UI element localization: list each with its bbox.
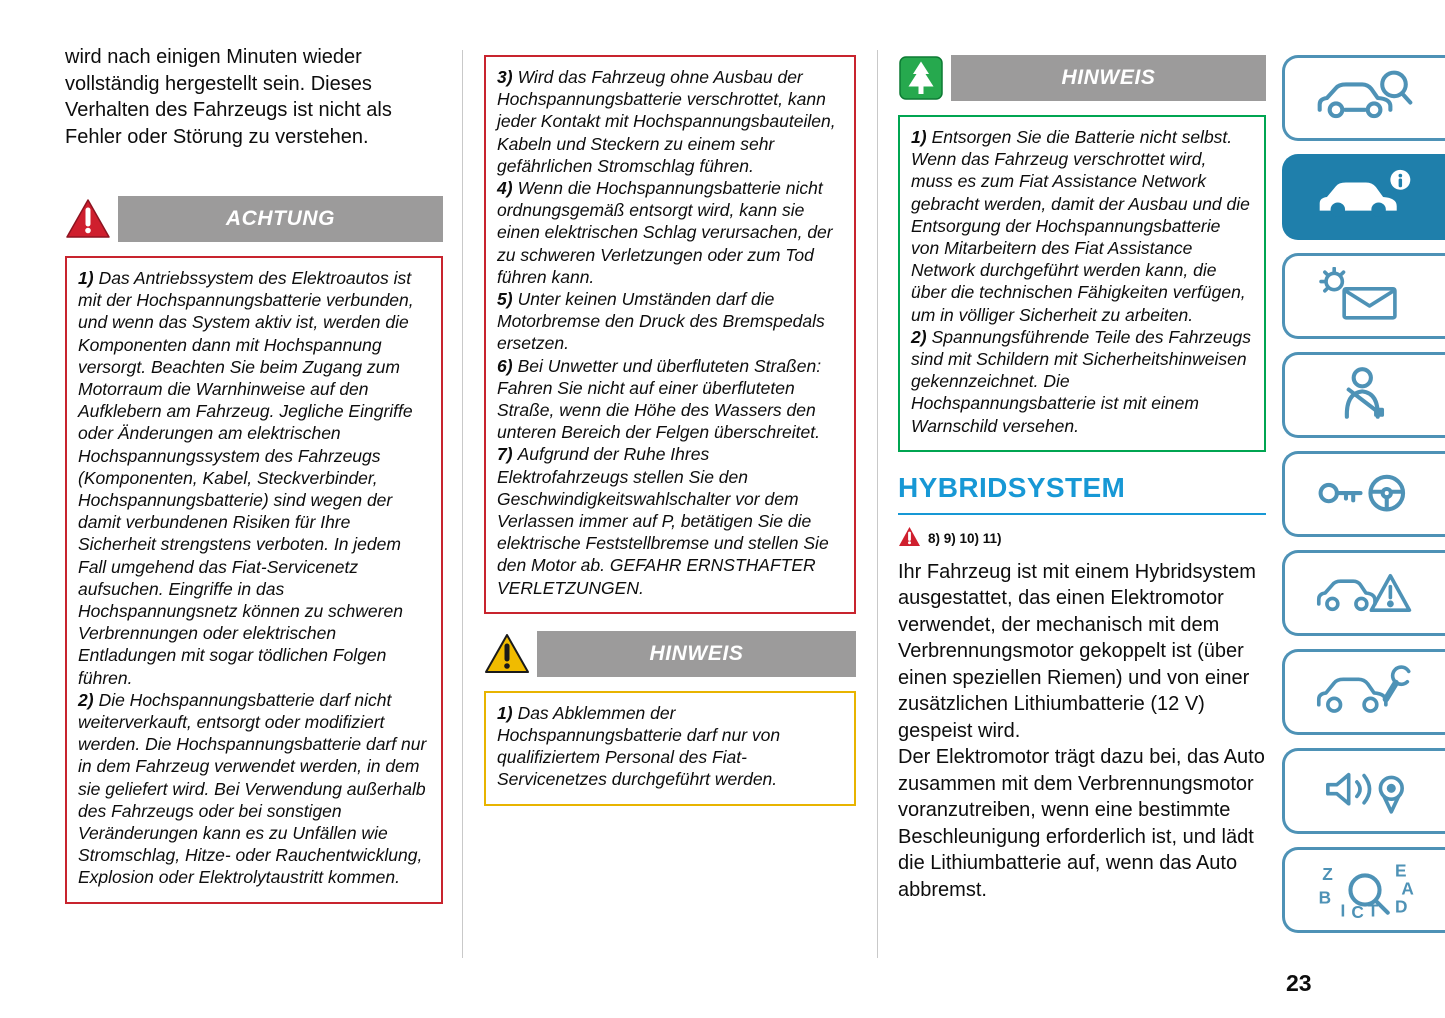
column-middle xyxy=(484,44,856,806)
letter-glyph: I xyxy=(1340,900,1346,920)
note-text: Aufgrund der Ruhe Ihres Elektrofahrzeugs stellen Sie den Geschwindigkeitswahlschalter vor dem Verlassen immer auf P, betätigen Sie die elektrische Feststellbremse und stellen Sie den Motor ab. GEFAHR ERNSTHAFTER VERLETZUNGEN. xyxy=(497,444,829,598)
note-item xyxy=(497,702,843,791)
page-number: 23 xyxy=(1286,970,1312,996)
achtung-title-bar xyxy=(118,196,443,242)
note-text: Die Hochspannungsbatterie darf nicht weiterverkauft, entsorgt oder modifiziert werden. Die Hochspannungsbatterie darf nur in dem Fahrzeug verwendet werden, in dem sie geliefert wird. Bei Verwendung außerhalb des Fahrzeugs oder bei sonstigen Veränderungen kann es zu Unfällen wie Stromschlag, Hitze- oder Rauchentwicklung, Explosion oder Elektrolytaustritt kommen. xyxy=(78,689,427,888)
note-number: 5) xyxy=(497,289,513,310)
environment-tree-icon xyxy=(898,55,944,101)
warning-triangle-icon xyxy=(65,196,111,242)
hinweis-environment-box xyxy=(898,115,1266,452)
letter-glyph: T xyxy=(1367,900,1379,920)
note-text: Bei Unwetter und überfluteten Straßen: Fahren Sie nicht auf einer überfluteten Straße, wenn die Höhe des Wassers den unteren Bereich der Felgen überschreitet. xyxy=(497,355,822,443)
hinweis-service-box xyxy=(484,691,856,806)
section-title-hybridsystem: HYBRIDSYSTEM xyxy=(898,472,1266,515)
tab-multimedia xyxy=(1282,748,1445,834)
note-text: Das Abklemmen der Hochspannungsbatterie darf nur von qualifiziertem Personal des Fiat-Servicenetzes durchgeführt werden. xyxy=(497,702,781,790)
letter-glyph: C xyxy=(1351,902,1364,920)
starting-driving-icon xyxy=(1315,465,1415,523)
hinweis-environment-title-bar xyxy=(951,55,1266,101)
hinweis-environment-title: HINWEIS xyxy=(1061,66,1156,89)
note-item xyxy=(911,126,1253,326)
tab-technical-data xyxy=(1282,847,1445,933)
warning-reference-numbers: 8) 9) 10) 11) xyxy=(928,531,1002,547)
note-text: Unter keinen Umständen darf die Motorbremse den Druck des Bremspedals ersetzen. xyxy=(497,289,825,354)
safety-seatbelt-icon xyxy=(1315,366,1415,424)
hybrid-paragraph: Der Elektromotor trägt dazu bei, das Auto zusammen mit dem Verbrennungsmotor voranzutreiben, wenn eine bestimmte Beschleunigung erforderlich ist, und lädt die Lithiumbatterie auf, wenn das Auto abbremst. xyxy=(898,746,1265,901)
column-right xyxy=(898,44,1266,903)
section-warning-refs xyxy=(898,526,1266,552)
hinweis-service-title-bar xyxy=(537,631,856,677)
letter-glyph: E xyxy=(1395,860,1407,881)
note-number: 6) xyxy=(497,355,513,376)
note-text: Entsorgen Sie die Batterie nicht selbst. Wenn das Fahrzeug verschrottet wird, muss es zum Fiat Assistance Network gebracht werden, damit der Ausbau und die Entsorgung der Hochspannungsbatterie von Mitarbeitern des Fiat Assistance Network durchgeführt werden kann, die über die technischen Fähigkeiten verfügen, um in völliger Sicherheit zu arbeiten. xyxy=(911,127,1250,325)
tab-safety xyxy=(1282,352,1445,438)
note-number: 1) xyxy=(497,702,513,723)
note-number: 2) xyxy=(911,326,927,347)
hybrid-paragraph: Ihr Fahrzeug ist mit einem Hybridsystem ausgestattet, das einen Elektromotor verwendet, der mechanisch mit dem Verbrennungsmotor gekoppelt ist (über einen speziellen Riemen) und von einer zusätzlichen Lithiumbatterie (12 V) gespeist wird. xyxy=(898,560,1256,742)
tab-starting-driving xyxy=(1282,451,1445,537)
note-item xyxy=(497,66,843,177)
emergency-icon xyxy=(1315,564,1415,622)
multimedia-icon xyxy=(1315,762,1415,820)
letter-glyph: A xyxy=(1401,878,1414,899)
column-divider xyxy=(877,50,878,958)
intro-paragraph: wird nach einigen Minuten wieder vollständig hergestellt sein. Dieses Verhalten des Fahrzeugs ist nicht als Fehler oder Störung zu verstehen. xyxy=(65,46,392,148)
note-text: Wird das Fahrzeug ohne Ausbau der Hochspannungsbatterie verschrottet, kann jeder Kontakt mit Hochspannungsbauteilen, Kabeln und Steckern zu einem sehr gefährlichen Stromschlag führen. xyxy=(497,67,836,176)
note-text: Wenn die Hochspannungsbatterie nicht ordnungsgemäß entsorgt wird, kann sie einen elektrischen Schlag verursachen, der zu schweren Verletzungen oder zum Tod führen kann. xyxy=(497,178,833,287)
letter-glyph: D xyxy=(1395,896,1408,917)
achtung-header xyxy=(65,196,443,242)
achtung-box xyxy=(65,256,443,904)
small-warning-triangle-icon xyxy=(898,526,921,552)
tab-service-maintenance xyxy=(1282,649,1445,735)
hinweis-environment-header xyxy=(898,55,1266,101)
note-item xyxy=(497,355,843,444)
note-number: 7) xyxy=(497,444,513,465)
note-text: Spannungsführende Teile des Fahrzeugs sind mit Schildern mit Sicherheitshinweisen gekennzeichnet. Die Hochspannungsbatterie ist mit einem Warnschild versehen. xyxy=(911,326,1252,436)
dashboard-info-icon xyxy=(1315,168,1415,226)
achtung-title: ACHTUNG xyxy=(225,207,336,230)
hinweis-service-title: HINWEIS xyxy=(649,641,744,665)
letter-glyph: Z xyxy=(1322,864,1333,884)
service-maintenance-icon xyxy=(1315,663,1415,721)
letter-glyph: B xyxy=(1318,887,1332,908)
warning-lights-icon xyxy=(1315,267,1415,325)
note-item xyxy=(911,326,1253,437)
tab-emergency xyxy=(1282,550,1445,636)
achtung-box-continued xyxy=(484,55,856,614)
car-discovery-icon xyxy=(1315,69,1415,127)
section-tab-sidebar xyxy=(1282,55,1445,933)
column-left xyxy=(65,44,443,904)
technical-data-icon xyxy=(1315,860,1415,920)
tab-dashboard-info xyxy=(1282,154,1445,240)
note-number: 2) xyxy=(78,689,94,710)
column-divider xyxy=(462,50,463,958)
tab-warning-lights xyxy=(1282,253,1445,339)
note-number: 1) xyxy=(911,127,927,147)
hinweis-service-header xyxy=(484,631,856,677)
caution-triangle-icon xyxy=(484,631,530,677)
tab-car-discovery xyxy=(1282,55,1445,141)
note-item xyxy=(497,177,843,288)
note-item xyxy=(78,689,430,889)
note-item xyxy=(78,267,430,689)
note-number: 3) xyxy=(497,67,513,87)
note-item xyxy=(497,443,843,598)
note-number: 1) xyxy=(78,268,94,288)
note-number: 4) xyxy=(497,178,513,199)
note-item xyxy=(497,288,843,355)
note-text: Das Antriebssystem des Elektroautos ist mit der Hochspannungsbatterie verbunden, und wenn das System aktiv ist, werden die Komponenten dann mit Hochspannung versorgt. Beachten Sie beim Zugang zum Motorraum die Warnhinweise auf den Aufklebern am Fahrzeug. Jegliche Eingriffe oder Änderungen am elektrischen Hochspannungssystem des Fahrzeugs (Komponenten, Kabel, Steckverbinder, Hochspannungsbatterie) sind wegen der damit verbundenen Risiken für Ihre Sicherheit strengstens verboten. In jedem Fall umgehend das Fiat-Servicenetz aufsuchen. Eingriffe in das Hochspannungsnetz können zu schweren Verbrennungen oder elektrischen Entladungen mit sogar tödlichen Folgen führen. xyxy=(78,268,414,688)
